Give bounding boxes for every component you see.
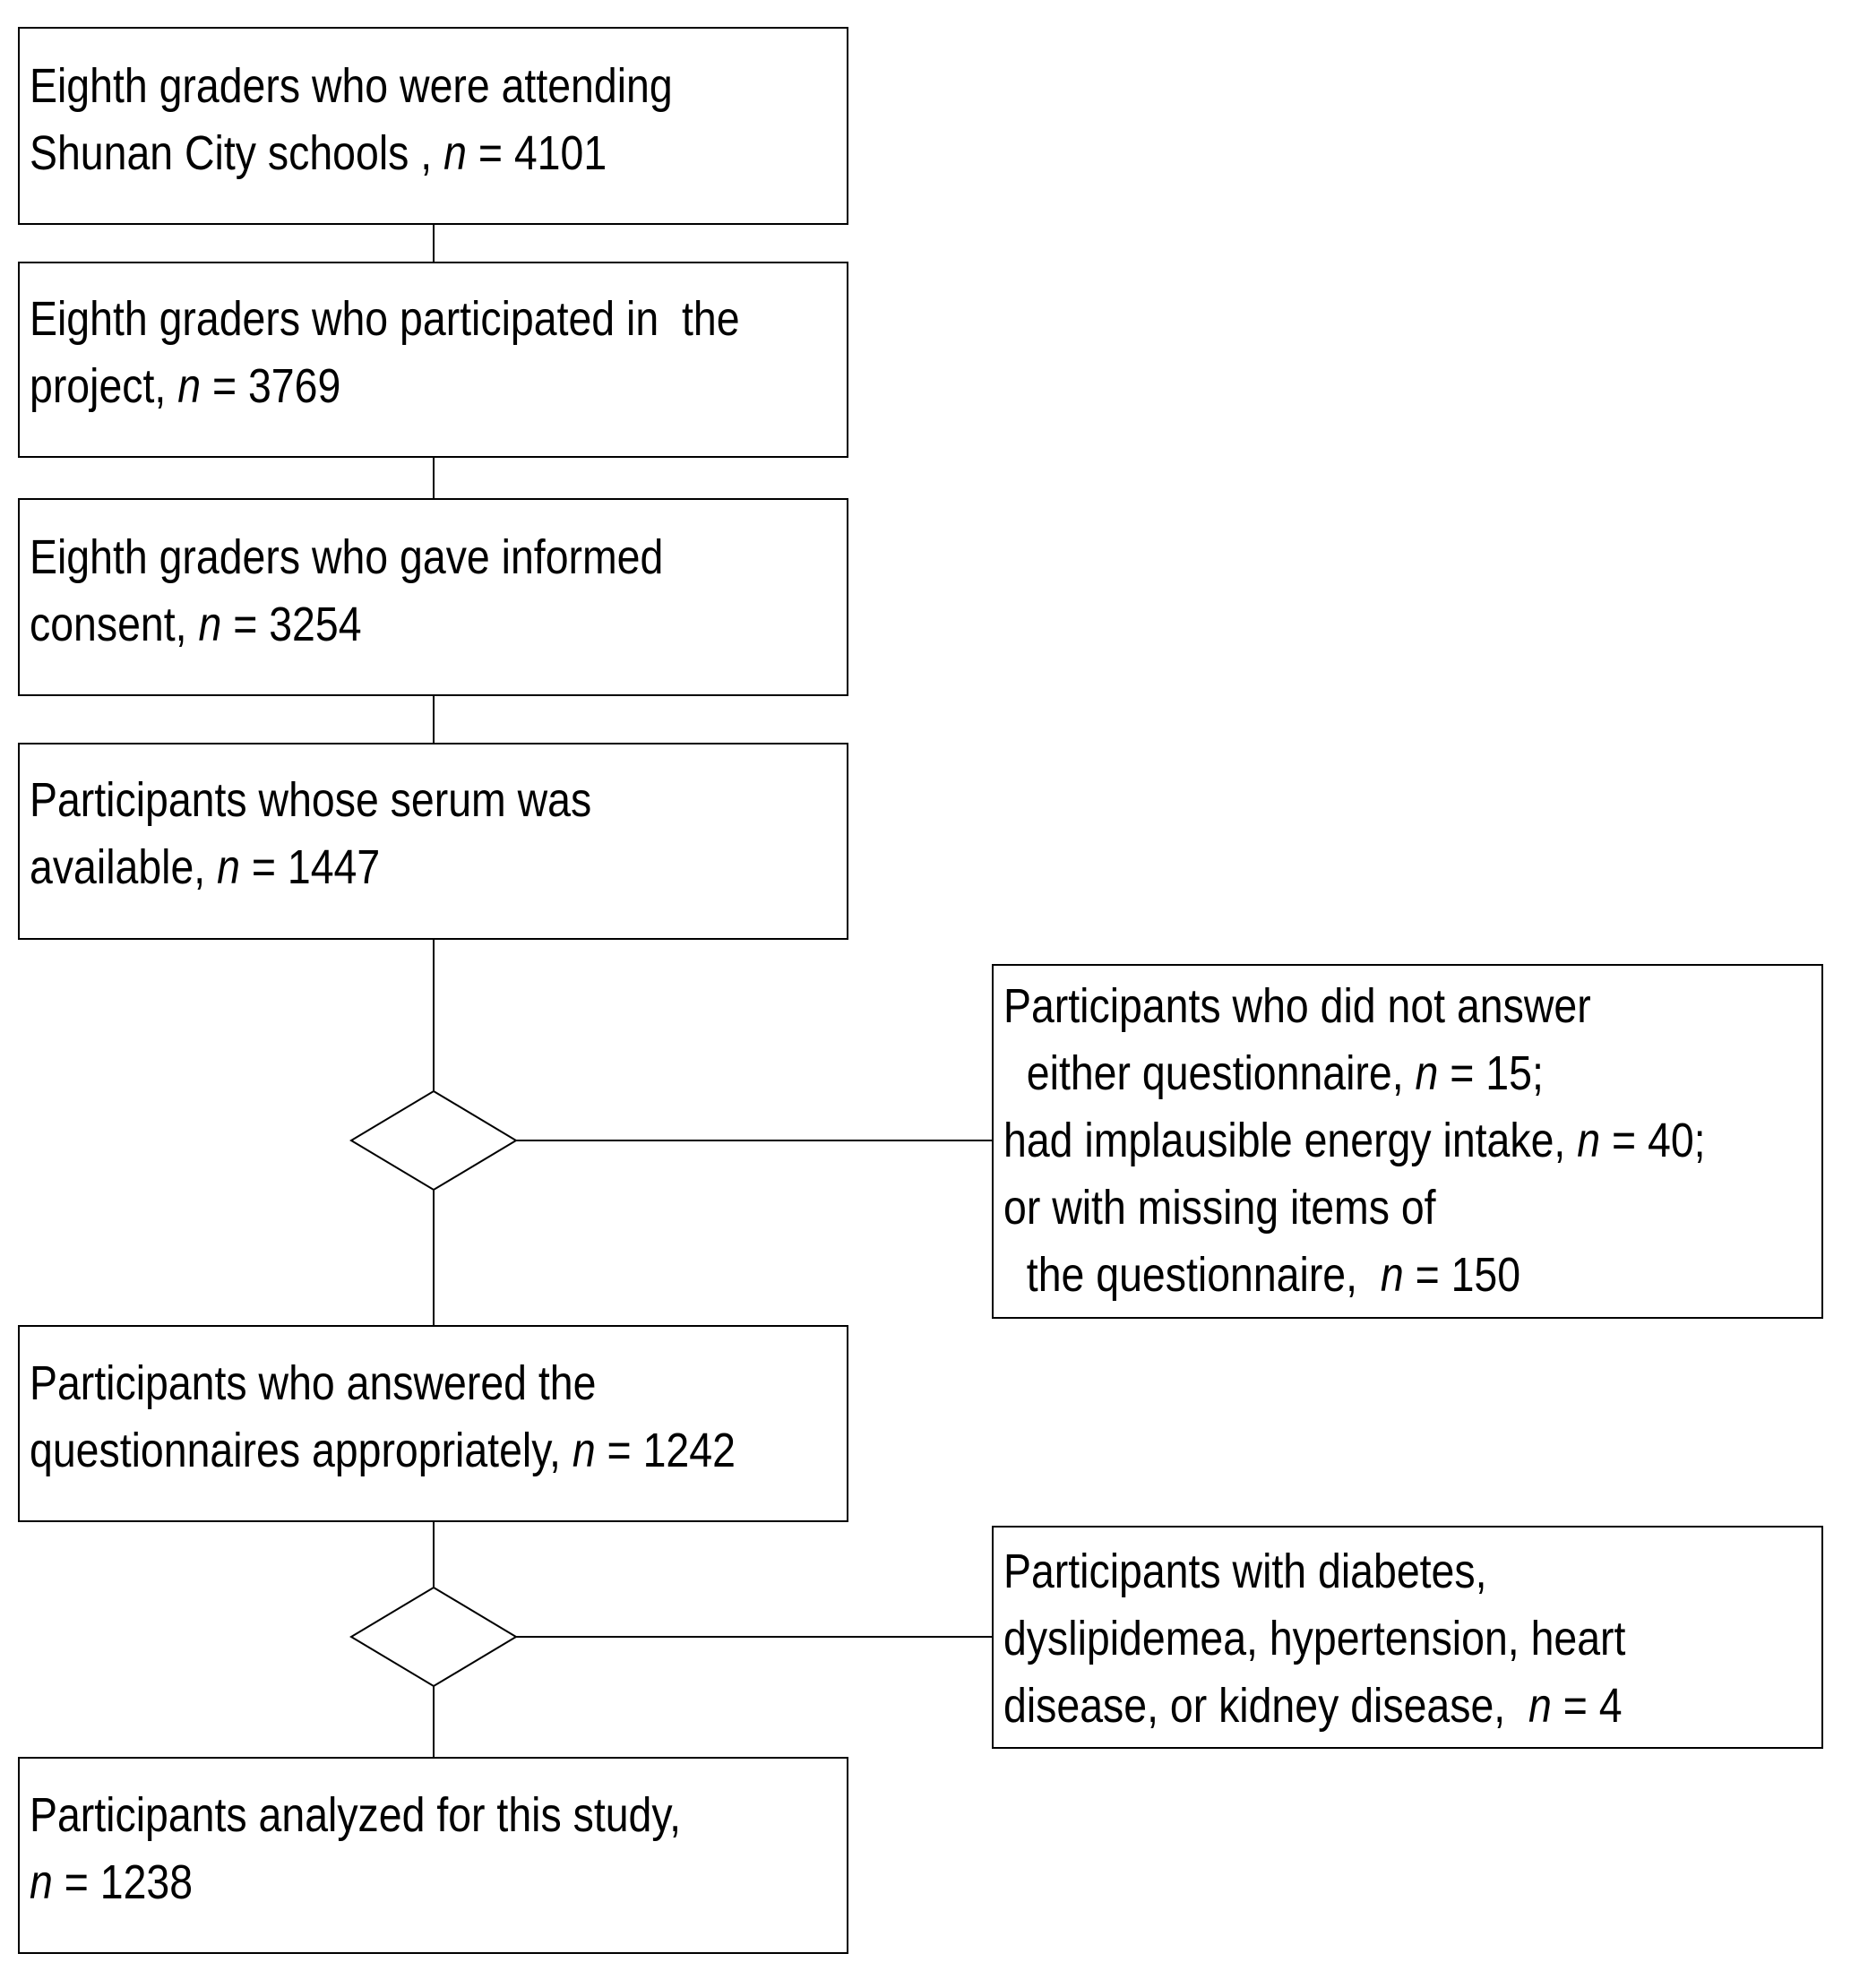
text-line bbox=[1003, 1040, 1706, 1107]
n-symbol: n bbox=[1577, 1114, 1601, 1167]
text-segment: Eighth graders who participated in the bbox=[30, 292, 740, 346]
n-symbol: n bbox=[1380, 1248, 1404, 1302]
n-symbol: n bbox=[1528, 1679, 1552, 1733]
n-symbol: n bbox=[30, 1855, 53, 1909]
text-line bbox=[30, 1417, 736, 1485]
decision-diamond-2 bbox=[351, 1588, 516, 1686]
box-text bbox=[30, 524, 663, 658]
text-line bbox=[30, 120, 673, 187]
text-segment: questionnaires appropriately, bbox=[30, 1424, 573, 1477]
text-segment: project, bbox=[30, 359, 178, 413]
text-line bbox=[30, 767, 591, 834]
text-line bbox=[30, 591, 663, 658]
text-segment: dyslipidemea, hypertension, heart bbox=[1003, 1612, 1626, 1665]
text-line bbox=[1003, 973, 1706, 1040]
text-line bbox=[30, 1849, 681, 1916]
n-symbol: n bbox=[198, 598, 222, 651]
text-segment: = 3254 bbox=[221, 598, 362, 651]
text-segment: available, bbox=[30, 840, 218, 894]
text-segment: Participants who did not answer bbox=[1003, 979, 1591, 1033]
text-line bbox=[1003, 1175, 1706, 1242]
text-segment: Shunan City schools , bbox=[30, 126, 444, 180]
box-serum-available bbox=[18, 743, 848, 940]
text-segment: the questionnaire, bbox=[1003, 1248, 1381, 1302]
box-analyzed bbox=[18, 1757, 848, 1954]
box-text bbox=[30, 1350, 736, 1485]
box-attending-schools bbox=[18, 27, 848, 225]
text-line bbox=[1003, 1673, 1625, 1740]
text-segment: disease, or kidney disease, bbox=[1003, 1679, 1528, 1733]
text-segment: = 1238 bbox=[52, 1855, 194, 1909]
box-text bbox=[30, 53, 673, 187]
box-text bbox=[30, 1782, 681, 1916]
box-text bbox=[1003, 1538, 1625, 1740]
decision-diamond-1 bbox=[351, 1091, 516, 1190]
n-symbol: n bbox=[217, 840, 240, 894]
text-line bbox=[1003, 1107, 1706, 1175]
text-line bbox=[1003, 1538, 1625, 1605]
text-segment: = 1447 bbox=[239, 840, 381, 894]
text-line bbox=[1003, 1605, 1625, 1673]
text-line bbox=[30, 53, 673, 120]
n-symbol: n bbox=[177, 359, 202, 413]
box-answered-questionnaires bbox=[18, 1325, 848, 1522]
text-segment: = 150 bbox=[1403, 1248, 1521, 1302]
text-segment: or with missing items of bbox=[1003, 1181, 1436, 1235]
text-segment: Participants analyzed for this study, bbox=[30, 1788, 682, 1842]
box-text bbox=[30, 767, 591, 901]
text-line bbox=[30, 286, 740, 353]
text-segment: either questionnaire, bbox=[1003, 1046, 1416, 1100]
box-informed-consent bbox=[18, 498, 848, 696]
text-segment: Participants with diabetes, bbox=[1003, 1545, 1487, 1598]
text-line bbox=[1003, 1242, 1706, 1309]
text-line bbox=[30, 1782, 681, 1849]
box-text bbox=[1003, 973, 1706, 1309]
exclusion-box-questionnaire bbox=[992, 964, 1823, 1319]
text-segment: = 15; bbox=[1438, 1046, 1544, 1100]
text-segment: Eighth graders who gave informed bbox=[30, 530, 664, 584]
text-segment: Participants whose serum was bbox=[30, 773, 592, 827]
text-segment: = 3769 bbox=[201, 359, 341, 413]
text-segment: consent, bbox=[30, 598, 199, 651]
text-line bbox=[30, 353, 740, 420]
text-line bbox=[30, 524, 663, 591]
n-symbol: n bbox=[572, 1424, 596, 1477]
text-segment: had implausible energy intake, bbox=[1003, 1114, 1578, 1167]
text-segment: = 40; bbox=[1600, 1114, 1706, 1167]
text-line bbox=[30, 1350, 736, 1417]
exclusion-box-diseases bbox=[992, 1526, 1823, 1749]
n-symbol: n bbox=[443, 126, 467, 180]
box-participated-project bbox=[18, 262, 848, 458]
text-segment: Eighth graders who were attending bbox=[30, 59, 673, 113]
n-symbol: n bbox=[1415, 1046, 1439, 1100]
text-segment: = 4 bbox=[1551, 1679, 1623, 1733]
box-text bbox=[30, 286, 740, 420]
text-segment: = 1242 bbox=[595, 1424, 736, 1477]
text-line bbox=[30, 834, 591, 901]
text-segment: Participants who answered the bbox=[30, 1356, 597, 1410]
text-segment: = 4101 bbox=[466, 126, 607, 180]
